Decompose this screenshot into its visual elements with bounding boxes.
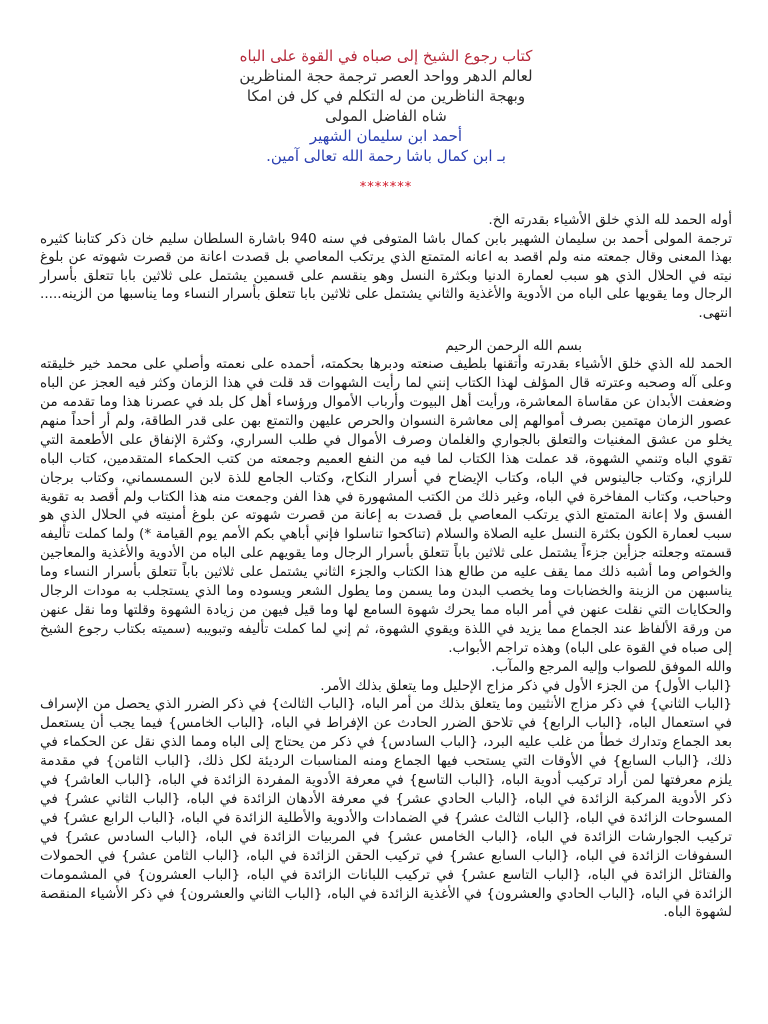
- basmala: بسم الله الرحمن الرحيم: [445, 337, 582, 354]
- author-epithet-line-3: شاه الفاضل المولى: [325, 107, 447, 125]
- body-text: [40, 355, 732, 922]
- chapter-list-paragraph: {الباب الثاني} في ذكر مزاج الأنثيين وما يتعلق بذلك من أمر الباه، {الباب الثالث} في ذكر الضرر الذي يحصل من الإسراف في استعمال الباه، {الباب الرابع} في تلاحق الضرر الحادث عن الإفراط في الباه، {الباب الخامس} فيما يجب أن يستعمل بعد الجماع وتدارك خطأ من غلب عليه البرد، {الباب السادس} في ذكر من يحتاج إلى الباه ومما الذي نقل عن الحكماء في ذلك، {الباب السابع} في الأوقات التي يستحب فيها الجماع ومنه المناسبات الرديئة لكل ذلك، {الباب الثامن} في مقدمة يلزم معرفتها لمن أراد تركيب أدوية الباه، {الباب التاسع} في معرفة الأدوية المفردة الزائدة في الباه، {الباب العاشر} في ذكر الأدوية المركبة الزائدة في الباه، {الباب الحادي عشر} في معرفة الأدهان الزائدة في الباه، {الباب الثاني عشر} في المسوحات الزائدة في الباه، {الباب الثالث عشر} في الضمادات والأدوية والأطلية الزائدة في الباه، {الباب الرابع عشر} في تركيب الجوارشات الزائدة في الباه، {الباب الخامس عشر} في المربيات الزائدة في الباه، {الباب السادس عشر} في السفوفات الزائدة في الباه، {الباب السابع عشر} في تركيب الحقن الزائدة في الباه، {الباب الثامن عشر} في الحمولات والفتائل الزائدة في الباه، {الباب التاسع عشر} في تركيب اللبانات الزائدة في الباه، {الباب العشرون} في المشمومات الزائدة في الباه، {الباب الحادي والعشرون} في الأغذية الزائدة في الباه، {الباب الثاني والعشرون} في ذكر الأشياء المنقصة لشهوة الباه.: [40, 696, 732, 921]
- intro-paragraph: ترجمة المولى أحمد بن سليمان الشهير بابن كمال باشا المتوفى في سنه 940 باشارة السلطان سليم خان ذكر كتابنا كثيره بهذا المعنى وقال جمعته منه ولم اقصد به اعانه المتمتع الذي يرتكب المعاصي بل قصدت اعانة من قصرت شهوته عن بلوغ نيته في الحلال الذي هو سبب لعمارة الدنيا وبكثرة النسل وهو ينقسم على قسمين يشتمل على ثلاثين بابا تتعلق بأسرار الرجال وما يقويها على الباه من الأدوية والأغذية والثاني يشتمل على ثلاثين بابا تتعلق بأسرار النساء وما يناسبها من الزينه..... انتهى.: [40, 230, 732, 321]
- title-block: [40, 46, 732, 166]
- book-title: كتاب رجوع الشيخ إلى صباه في القوة على الباه: [239, 47, 533, 65]
- author-epithet-line-2: وبهجة الناظرين من له التكلم في كل فن امكا: [246, 87, 526, 105]
- author-alias: بـ ابن كمال باشا رحمة الله تعالى آمين.: [266, 147, 506, 165]
- author-epithet-line-1: لعالم الدهر وواحد العصر ترجمة حجة المناظرين: [239, 67, 533, 85]
- intro-first-line: أوله الحمد لله الذي خلق الأشياء بقدرته الخ.: [488, 212, 732, 228]
- intro-note: [40, 211, 732, 323]
- author-name: أحمد ابن سليمان الشهير: [309, 127, 463, 145]
- closing-phrase: والله الموفق للصواب وإليه المرجع والمآب.: [491, 658, 732, 675]
- separator-stars: *******: [359, 180, 413, 195]
- chapter-1-heading: {الباب الأول} من الجزء الأول في ذكر مزاج الإحليل وما يتعلق بذلك الأمر.: [320, 677, 732, 694]
- preface-paragraph: الحمد لله الذي خلق الأشياء بقدرته وأتقنها بلطيف صنعته ودبرها بحكمته، أحمده على نعمته وأصلي على محمد خير خليقته وعلى آله وصحبه وعترته قال المؤلف لهذا الكتاب إنني لما رأيت الشهوات قد قلت في هذا الزمان وكثر فيه العجز عن الباه وضعفت الأبدان عن مقاساة المعاشرة، ورأيت أهل البيوت وأرباب الأموال ورؤساء أهل كل بلد في عصرنا هذا وما تقدمه من عصور الزمان مهتمين بصرف أموالهم إلى معاشرة النسوان والحرص عليهن والتمتع بهن على قدر الطاقة، ولم أر أحداً منهم يخلو من عشق المغنيات والتعلق بالجواري والغلمان وصرف الأموال في طلب السراري، وكثرة الإنفاق على الأطعمة التي تقوي الباه وتنمي الشهوة، قد عملت هذا الكتاب لما فيه من النفع العميم وجمعته من كتب الحكماء المتقدمين، كتاب الباه للرازي، وكتاب جالينوس في الباه، وكتاب الإيضاح في أسرار النكاح، وكتاب الجامع للذة لابن السمسماني، وكتاب برجان وحباحب، وكتاب المفاخرة في الباه، وغير ذلك من الكتب المشهورة في هذا الفن وجمعت منه هذا الكتاب ولم أقصد به تقوية الفسق ولا إعانة المتمتع الذي يرتكب المعاصي بل قصدت به إعانة من قصرت شهوته عن بلوغ أمنيته في الحلال الذي هو سبب لعمارة الكون بكثرة النسل عليه الصلاة والسلام (تناكحوا تناسلوا فإني أباهي بكم الأمم يوم القيامة *) ولما كملت تأليفه قسمته وجعلته جزأين جزءاً يشتمل على ثلاثين باباً تتعلق بأسرار الرجال وما يقويهم على الباه من الأدوية والأغذية والمعاجين والخواص وما أشبه ذلك مما يقف عليه من طالع هذا الكتاب والجزء الثاني يشتمل على ثلاثين باباً تتعلق بأسرار النساء وما يناسبهن من الزينة والخضابات وما يخصب البدن وما يسمن وما يطول الشعر ويسوده وما الذي يستجلب به مودات الرجال والحكايات التي نقلت عنهن في أمر الباه مما يحرك شهوة السامع لها وما قيل فيهن من زيادة الشهوة وقلتها وما نقل عنهن من ورقة الألفاظ عند الجماع مما يزيد في اللذة ويقوي الشهوة، ثم إني لما كملت تأليفه وتبويبه (سميته بكتاب رجوع الشيخ إلى صباه في القوة على الباه) وهذه تراجم الأبواب.: [40, 356, 732, 656]
